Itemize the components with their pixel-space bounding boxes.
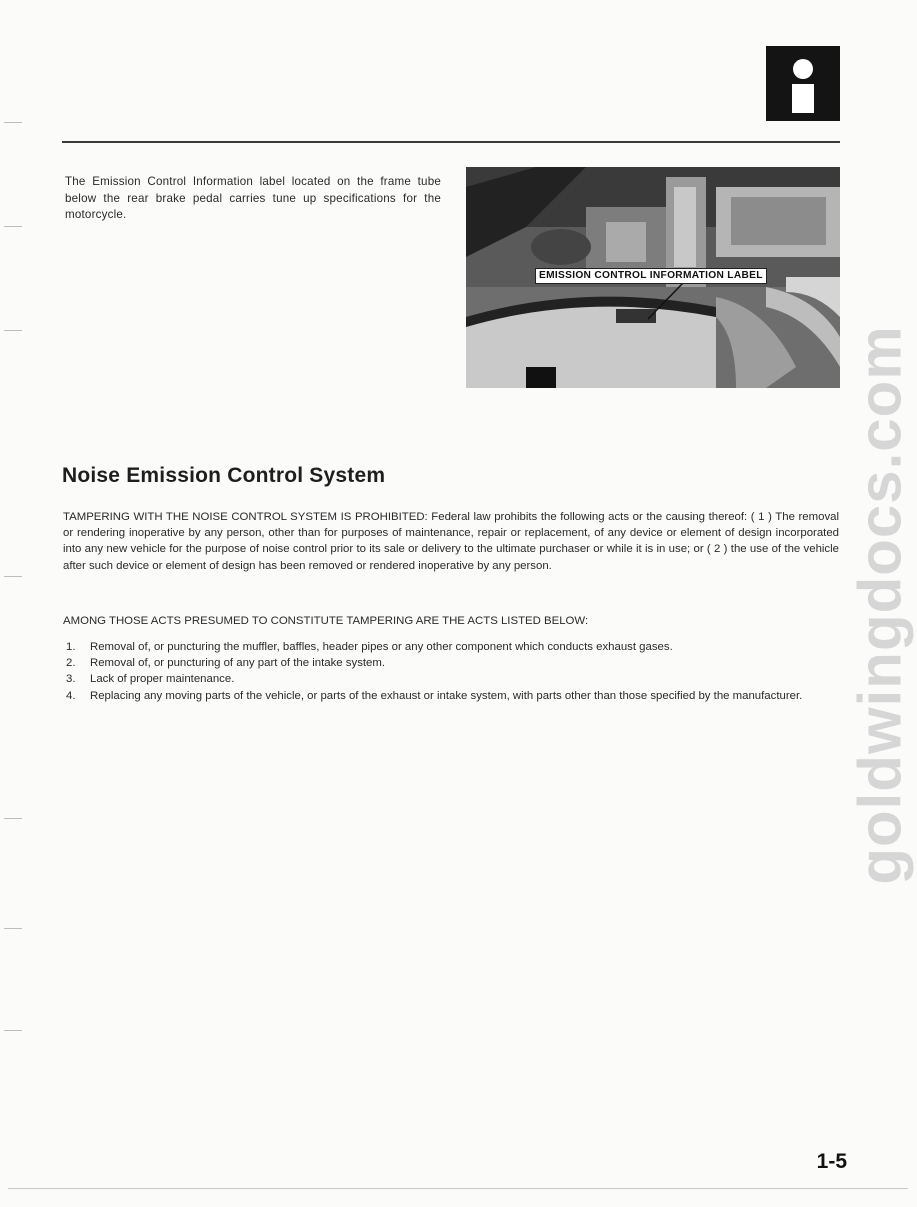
page-number: 1-5: [816, 1150, 847, 1173]
list-item: [66, 655, 839, 671]
list-item-text: Removal of, or puncturing of any part of the intake system.: [90, 657, 386, 670]
margin-mark: [4, 818, 22, 819]
margin-mark: [4, 122, 22, 123]
margin-mark: [4, 576, 22, 577]
list-item: [66, 688, 839, 704]
list-item-text: Replacing any moving parts of the vehicle, or parts of the exhaust or intake system, with parts other than those specified by the manufacturer.: [90, 689, 803, 702]
info-icon: [766, 46, 840, 121]
watermark: goldwingdocs.com: [846, 325, 914, 885]
list-item: [66, 639, 839, 655]
list-item-number: 1.: [66, 641, 76, 653]
tampering-paragraph: TAMPERING WITH THE NOISE CONTROL SYSTEM IS PROHIBITED: Federal law prohibits the following acts or the causing thereof: ( 1 ) The removal or rendering inoperative by any person, other than for purposes of maintenance, repair or replacement, of any device or element of design incorporated into any new vehicle for the purpose of noise control prior to its sale or delivery to the ultimate purchaser or while it is in use; or ( 2 ) the use of the vehicle after such device or element of design has been removed or rendered inoperative by any person.: [63, 511, 839, 572]
margin-mark: [4, 226, 22, 227]
list-item-number: 4.: [66, 689, 76, 702]
footer-rule: [8, 1188, 908, 1189]
margin-mark: [4, 1030, 22, 1031]
header-rule: [62, 141, 840, 143]
list-item-number: 2.: [66, 657, 76, 670]
emission-label-photo: [466, 167, 840, 388]
list-item-text: Removal of, or puncturing the muffler, baffles, header pipes or any other component which conducts exhaust gases.: [90, 641, 673, 653]
info-icon-stem: [792, 84, 814, 113]
list-item-text: Lack of proper maintenance.: [90, 673, 235, 686]
intro-paragraph: The Emission Control Information label located on the frame tube below the rear brake pedal carries tune up specifications for the motorcycle.: [65, 175, 441, 221]
acts-heading: AMONG THOSE ACTS PRESUMED TO CONSTITUTE TAMPERING ARE THE ACTS LISTED BELOW:: [63, 615, 589, 627]
emission-label-callout: EMISSION CONTROL INFORMATION LABEL: [535, 268, 767, 284]
list-item-number: 3.: [66, 673, 76, 686]
margin-mark: [4, 928, 22, 929]
tampering-acts-list: [66, 639, 839, 704]
info-icon-dot: [793, 59, 813, 79]
margin-mark: [4, 330, 22, 331]
section-title: Noise Emission Control System: [62, 464, 386, 487]
list-item: [66, 671, 839, 687]
